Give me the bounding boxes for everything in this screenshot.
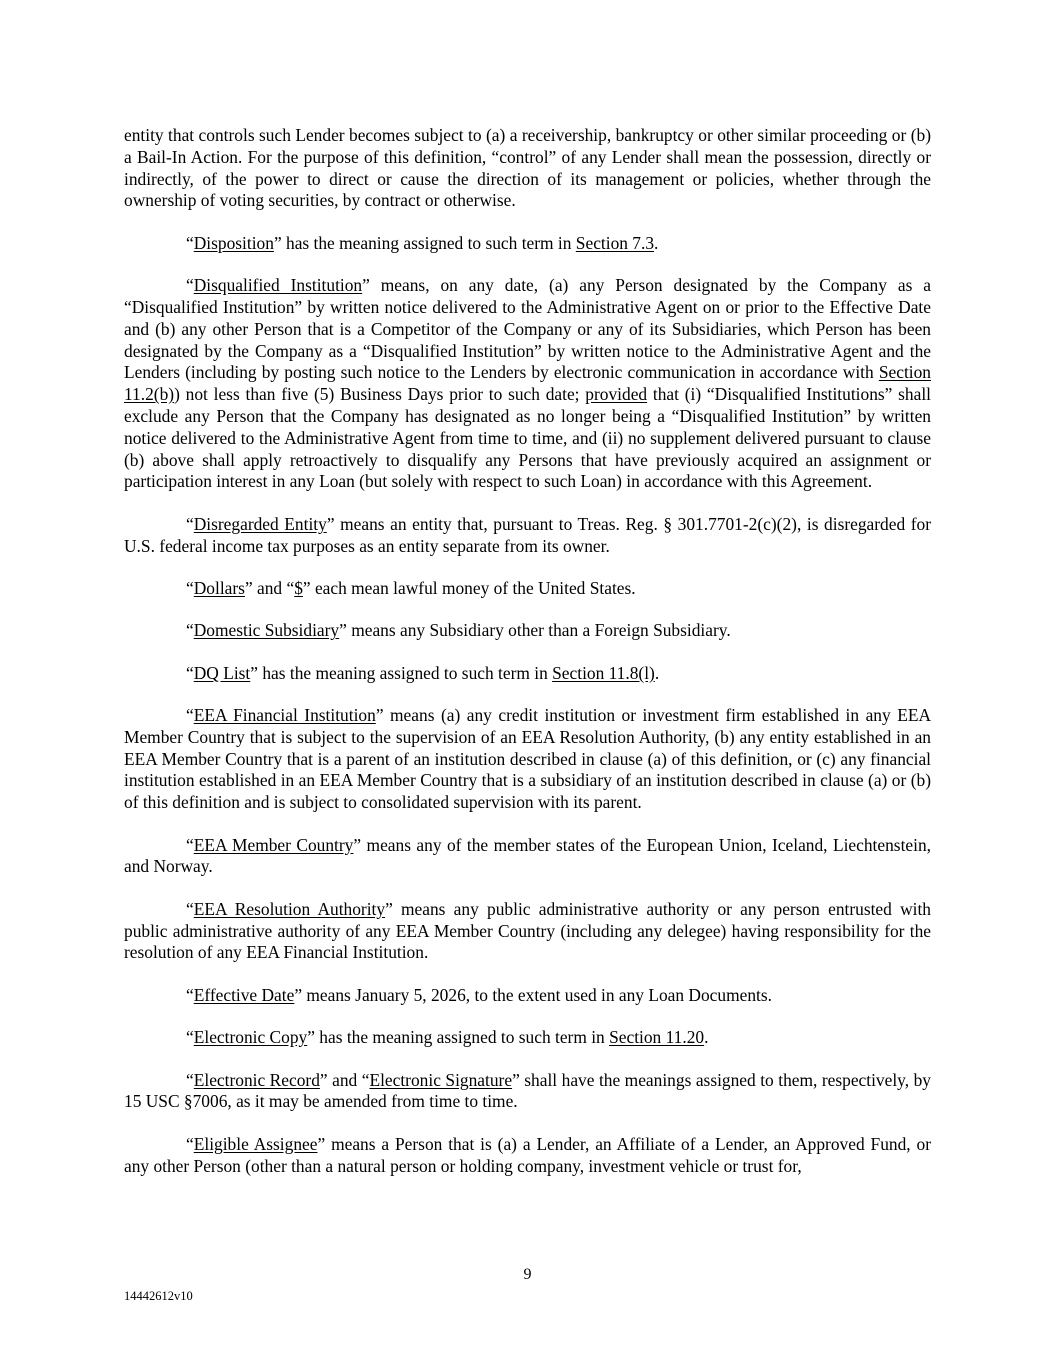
document-id: 14442612v10	[124, 1289, 193, 1303]
defined-term: Electronic Copy	[193, 1027, 308, 1048]
defined-term: EEA Member Country	[193, 834, 354, 855]
section-reference: Section 11.20	[609, 1027, 705, 1048]
definition-effective-date: “Effective Date” means January 5, 2026, to the extent used in any Loan Documents.	[186, 984, 772, 1005]
defined-term: Domestic Subsidiary	[193, 620, 340, 641]
defined-term: Effective Date	[193, 984, 295, 1005]
definition-continuation: entity that controls such Lender becomes subject to (a) a receivership, bankruptcy or other similar proceeding or (b) a Bail-In Action. For the purpose of this definition, “control” of any Lender shall mean the possession, directly or indirectly, of the power to direct or cause the direction of its management or policies, whether through the ownership of voting securities, by contract or otherwise.	[124, 125, 931, 211]
provided-term: provided	[585, 384, 648, 405]
definition-disregarded-entity: “Disregarded Entity” means an entity that, pursuant to Treas. Reg. § 301.7701-2(c)(2), is disregarded for U.S. federal income tax purposes as an entity separate from its owner.	[124, 513, 932, 556]
definition-dq-list: “DQ List” has the meaning assigned to such term in Section 11.8(l).	[186, 662, 660, 683]
definition-eligible-assignee: “Eligible Assignee” means a Person that is (a) a Lender, an Affiliate of a Lender, an Approved Fund, or any other Person (other than a natural person or holding company, investment vehicle or trust for,	[124, 1133, 932, 1176]
defined-term: Disregarded Entity	[193, 513, 327, 534]
defined-term: Electronic Signature	[369, 1069, 513, 1090]
definition-electronic-record: “Electronic Record” and “Electronic Signature” shall have the meanings assigned to them, respectively, by 15 USC §7006, as it may be amended from time to time.	[124, 1069, 931, 1112]
definition-eea-financial-institution: “EEA Financial Institution” means (a) any credit institution or investment firm established in any EEA Member Country that is subject to the supervision of an EEA Resolution Authority, (b) any entity established in an EEA Member Country that is a parent of an institution described in clause (a) of this definition, or (c) any financial institution established in an EEA Member Country that is a subsidiary of an institution described in clause (a) or (b) of this definition and is subject to consolidated supervision with its parent.	[124, 705, 931, 813]
defined-term: Dollars	[193, 577, 245, 598]
section-reference: Section 11.2(b)	[124, 362, 931, 405]
definition-disqualified-institution: “Disqualified Institution” means, on any date, (a) any Person designated by the Company as a “Disqualified Institution” by written notice delivered to the Administrative Agent on or prior to the Effective Date and (b) any other Person that is a Competitor of the Company or any of its Subsidiaries, which Person has been designated by the Company as a “Disqualified Institution” by written notice to the Administrative Agent and the Lenders (including by posting such notice to the Lenders by electronic communication in accordance with Section 11.2(b)) not less than five (5) Business Days prior to such date; provided that (i) “Disqualified Institutions” shall exclude any Person that the Company has designated as no longer being a “Disqualified Institution” by written notice delivered to the Administrative Agent from time to time, and (ii) no supplement delivered pursuant to clause (b) above shall apply retroactively to disqualify any Persons that have previously acquired an assignment or participation interest in any Loan (but solely with respect to such Loan) in accordance with this Agreement.	[124, 275, 931, 492]
definition-dollars: “Dollars” and “$” each mean lawful money of the United States.	[186, 577, 636, 598]
defined-term: Disqualified Institution	[193, 275, 363, 296]
defined-term: DQ List	[193, 662, 251, 683]
definition-disposition: “Disposition” has the meaning assigned to such term in Section 7.3.	[186, 232, 659, 253]
defined-term: Eligible Assignee	[193, 1133, 318, 1154]
definition-electronic-copy: “Electronic Copy” has the meaning assigned to such term in Section 11.20.	[186, 1027, 709, 1048]
defined-term: $	[294, 577, 303, 598]
definition-eea-member-country: “EEA Member Country” means any of the member states of the European Union, Iceland, Liechtenstein, and Norway.	[124, 834, 931, 877]
definition-domestic-subsidiary: “Domestic Subsidiary” means any Subsidiary other than a Foreign Subsidiary.	[186, 620, 731, 641]
definition-eea-resolution-authority: “EEA Resolution Authority” means any public administrative authority or any person entrusted with public administrative authority of any EEA Member Country (including any delegee) having responsibility for the resolution of any EEA Financial Institution.	[124, 898, 931, 963]
defined-term: Disposition	[193, 232, 274, 253]
document-body	[124, 125, 931, 1198]
defined-term: EEA Financial Institution	[193, 705, 376, 726]
defined-term: Electronic Record	[193, 1069, 320, 1090]
defined-term: EEA Resolution Authority	[193, 898, 386, 919]
section-reference: Section 7.3	[575, 232, 655, 253]
page-number: 9	[523, 1266, 532, 1283]
section-reference: Section 11.8(l)	[552, 662, 655, 683]
